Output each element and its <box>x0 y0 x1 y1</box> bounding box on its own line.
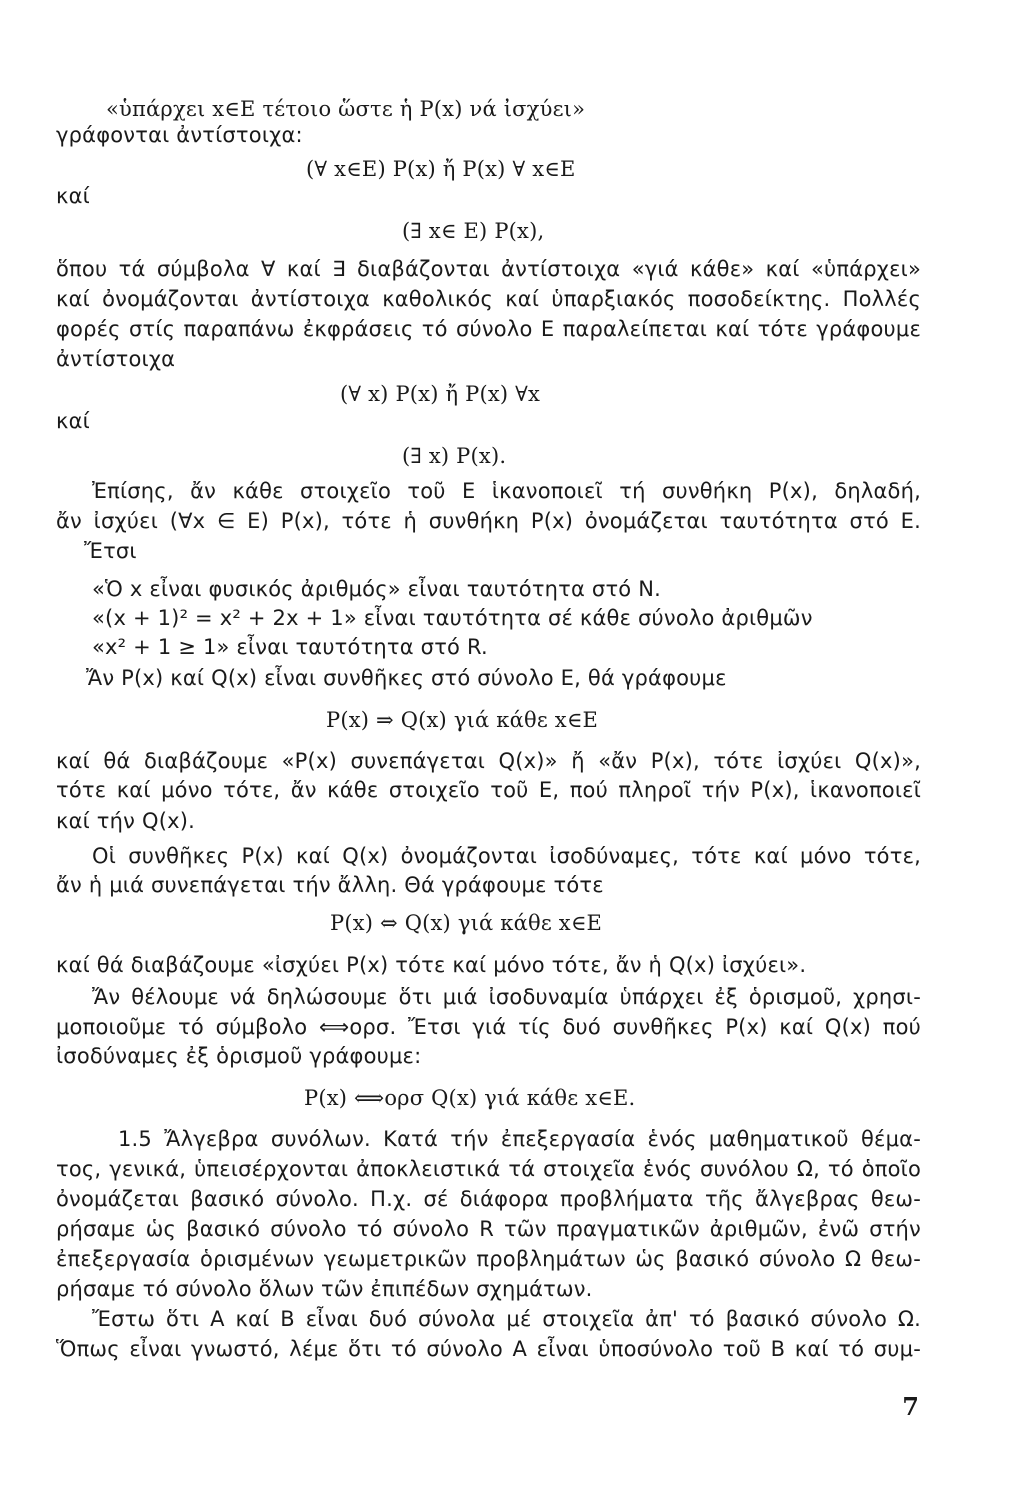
formula-exists-short: (∃ x) P(x). <box>402 444 507 468</box>
text-line-7: καί ὀνομάζονται ἀντίστοιχα καθολικός καί ὑπαρξιακός ποσοδείκτης. Πολλές <box>56 287 921 311</box>
text-line-14: ἄν ἰσχύει (∀x ∈ E) P(x), τότε ἡ συνθήκη P(x) ὀνομάζεται ταυτότητα στό E. <box>56 509 921 533</box>
text-line-8: φορές στίς παραπάνω ἐκφράσεις τό σύνολο E παραλείπεται καί τότε γράφουμε <box>56 317 921 341</box>
example-natural: «Ὁ x εἶναι φυσικός ἀριθμός» εἶναι ταυτότητα στό N. <box>92 577 661 601</box>
text-line-30: ἰσοδύναμες ἐξ ὁρισμοῦ γράφουμε: <box>56 1044 422 1068</box>
formula-exists: (∃ x∈ E) P(x), <box>402 219 545 243</box>
text-line-37: ρήσαμε τό σύνολο ὅλων τῶν ἐπιπέδων σχημάτων. <box>56 1277 593 1301</box>
text-line-36: ἐπεξεργασία ὁρισμένων γεωμετρικῶν προβλημάτων ὡς βασικό σύνολο Ω θεω- <box>56 1247 921 1271</box>
text-line-and-1: καί <box>56 184 90 208</box>
text-line-22: τότε καί μόνο τότε, ἄν κάθε στοιχεῖο τοῦ E, πού πληροῖ τήν P(x), ἱκανοποιεῖ <box>56 778 921 802</box>
text-line-19: Ἄν P(x) καί Q(x) εἶναι συνθῆκες στό σύνολο E, θά γράφουμε <box>86 666 727 690</box>
text-line-25: ἄν ἡ μιά συνεπάγεται τήν ἄλλη. Θά γράφουμε τότε <box>56 873 604 897</box>
text-line-39: Ὅπως εἶναι γνωστό, λέμε ὅτι τό σύνολο A εἶναι ὑποσύνολο τοῦ B καί τό συμ- <box>56 1337 921 1361</box>
formula-equivalence: P(x) ⇔ Q(x) γιά κάθε x∈E <box>330 911 603 935</box>
text-line-29: μοποιοῦμε τό σύμβολο ⟺ορσ. Ἔτσι γιά τίς δυό συνθῆκες P(x) καί Q(x) πού <box>56 1015 921 1039</box>
text-line-34: ὀνομάζεται βασικό σύνολο. Π.χ. σέ διάφορα προβλήματα τῆς ἄλγεβρας θεω- <box>56 1187 921 1211</box>
formula-definition: P(x) ⟺ορσ Q(x) γιά κάθε x∈E. <box>304 1086 636 1110</box>
text-line-33: τος, γενικά, ὑπεισέρχονται ἀποκλειστικά τά στοιχεῖα ἑνός συνόλου Ω, τό ὁποῖο <box>56 1157 921 1181</box>
text-line-2: γράφονται ἀντίστοιχα: <box>56 123 303 147</box>
text-line-38: Ἔστω ὅτι A καί B εἶναι δυό σύνολα μέ στοιχεῖα ἀπ' τό βασικό σύνολο Ω. <box>92 1307 921 1331</box>
text-line-6: ὅπου τά σύμβολα ∀ καί ∃ διαβάζονται ἀντίστοιχα «γιά κάθε» καί «ὑπάρχει» <box>56 257 921 281</box>
text-line-13: Ἐπίσης, ἄν κάθε στοιχεῖο τοῦ E ἱκανοποιεῖ τή συνθήκη P(x), δηλαδή, <box>92 479 921 503</box>
formula-forall-short: (∀ x) P(x) ἤ P(x) ∀x <box>340 382 541 406</box>
page-number: 7 <box>902 1392 919 1421</box>
text-line-24: Οἱ συνθῆκες P(x) καί Q(x) ὀνομάζονται ἰσοδύναμες, τότε καί μόνο τότε, <box>92 844 921 868</box>
text-line-15: Ἔτσι <box>84 539 137 563</box>
formula-implies: P(x) ⇒ Q(x) γιά κάθε x∈E <box>326 708 599 732</box>
text-line-21: καί θά διαβάζουμε «P(x) συνεπάγεται Q(x)» ἤ «ἄν P(x), τότε ἰσχύει Q(x)», <box>56 749 921 773</box>
text-line-27: καί θά διαβάζουμε «ἰσχύει P(x) τότε καί μόνο τότε, ἄν ἡ Q(x) ἰσχύει». <box>56 953 807 977</box>
section-heading-1-5: 1.5 Ἄλγεβρα συνόλων. Κατά τήν ἐπεξεργασία ἑνός μαθηματικοῦ θέμα- <box>118 1127 921 1151</box>
text-line-and-2: καί <box>56 409 90 433</box>
text-line-35: ρήσαμε ὡς βασικό σύνολο τό σύνολο R τῶν πραγματικῶν ἀριθμῶν, ἐνῶ στήν <box>56 1217 921 1241</box>
text-line-1: «ὑπάρχει x∈E τέτοιο ὥστε ἡ P(x) νά ἰσχύει» <box>106 97 586 121</box>
example-square: «(x + 1)² = x² + 2x + 1» εἶναι ταυτότητα σέ κάθε σύνολο ἀριθμῶν <box>92 606 813 630</box>
text-line-28: Ἄν θέλουμε νά δηλώσουμε ὅτι μιά ἰσοδυναμία ὑπάρχει ἐξ ὁρισμοῦ, χρησι- <box>92 985 921 1009</box>
text-line-9: ἀντίστοιχα <box>56 347 176 371</box>
text-line-23: καί τήν Q(x). <box>56 809 195 833</box>
formula-forall: (∀ x∈E) P(x) ἤ P(x) ∀ x∈E <box>306 157 576 181</box>
example-inequality: «x² + 1 ≥ 1» εἶναι ταυτότητα στό R. <box>92 635 488 659</box>
